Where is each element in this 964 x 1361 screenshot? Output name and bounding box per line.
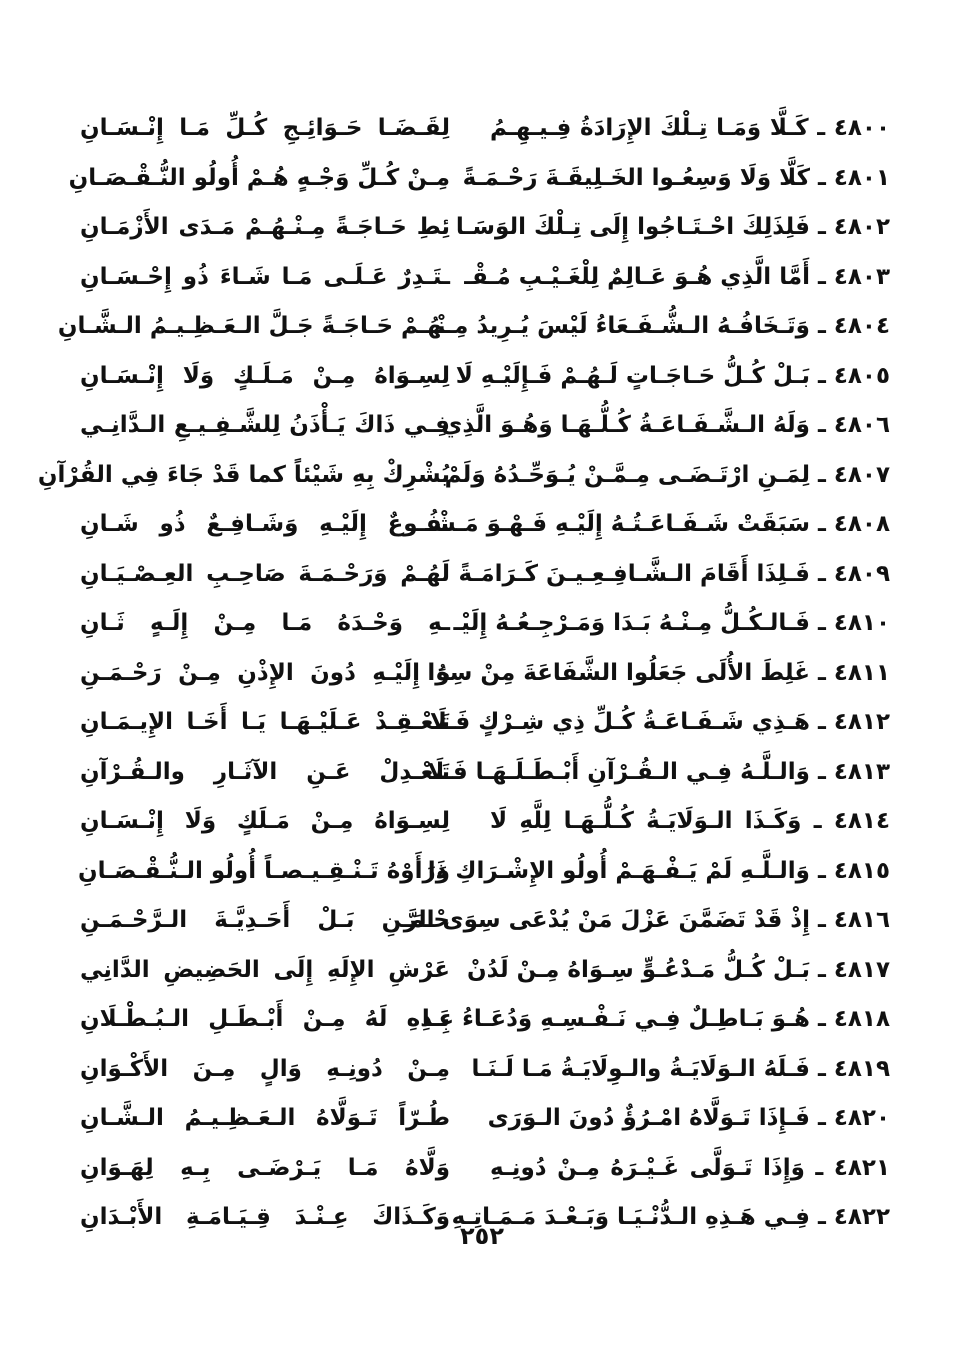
verse-row (80, 1045, 890, 1095)
verse-first-hemistich: ٤٨١١ ـ غَلِطَ الأُلَى جَعَلُوا الشَّفَاعَةَ مِنْ سِوَا (427, 659, 890, 686)
verse-first-hemistich: ٤٨٠١ ـ كَلَّا وَلَا وَسِعُـوا الخَـلِيقَـةَ رَحْـمَـةً (462, 164, 890, 191)
verse-first-hemistich: ٤٨١٢ ـ هَـذِي شَـفَـاعَـةُ كُـلِّ ذِي شِـرْكٍ فَـلَا (429, 709, 890, 736)
verse-first-hemistich: ٤٨٠٢ ـ فَلِذَلِكَ احْـتَـاجُوا إِلَى تِـلْكَ الوَسَـا (455, 214, 890, 241)
verse-first-hemistich: ٤٨٢١ ـ وَإِذَا تَـوَلَّى غَـيْـرَهُ مِـنْ دُونِـهِ (490, 1154, 890, 1181)
verse-second-hemistich: وَلَّاهُ مَـا يَـرْضَـى بِـهِ لِهَـوَانِ (80, 1154, 450, 1181)
verse-second-hemistich: بِـدِهِ لَهُ مِـنْ أَبْـطَـلِ الـبُـطْـلَانِ (80, 1006, 450, 1033)
verse-second-hemistich: يُشْرِكْ بِهِ شَيْئاً كما قَدْ جَاءَ فِي القُرْآنِ (37, 461, 450, 488)
verse-row (57, 302, 890, 352)
verse-row (80, 203, 890, 253)
verse-row (80, 698, 890, 748)
verse-second-hemistich: مِـنْ كُـلِّ وَجْـهٍ هُـمْ أُولُو النُّـقْـصَـانِ (68, 164, 450, 191)
verse-row (80, 253, 890, 303)
verse-first-hemistich: ٤٨٠٣ ـ أَمَّا الَّذِي هُـوَ عَـالِمٌ لِلْغَـيْـبِ مُـقْـ (464, 263, 890, 290)
verse-second-hemistich: عَرْشِ الإِلَهِ إِلَى الحَضِيضِ الدَّانِي (80, 956, 450, 983)
verse-row (80, 500, 890, 550)
verse-second-hemistich: ـهُـمْ حَـاجَـةً جَـلَّ الـعَـظِـيـمُ الـشَّـانِ (57, 313, 450, 340)
verse-second-hemistich: هُ إِلَيْـهِ دُونَ الإِذْنِ مِـنْ رَحْـمَـنِ (80, 659, 450, 686)
verse-second-hemistich: فِـي ذَاكَ يَـأْذَنُ لِلشَّـفِـيـعِ الـدَّانِـي (80, 412, 450, 439)
verse-row (80, 847, 890, 897)
verse-first-hemistich: ٤٨١٧ ـ بَـلْ كُـلُّ مَـدْعُـوٍّ سِـوَاهُ مِـنْ لَدُنْ (467, 956, 890, 983)
verse-row (80, 550, 890, 600)
verse-first-hemistich: ٤٨٠٠ ـ كَـلَّا وَمَـا تِـلْكَ الإِرَادَةُ فِـيـهِـمُ (490, 115, 890, 142)
verse-second-hemistich: لِقَـضَـا حَـوَائِـجِ كُـلِّ مَـا إِنْـسَـانِ (80, 115, 450, 142)
verse-first-hemistich: ٤٨١٦ ـ إِذْ قَدْ تَضَمَّنَ عَزْلَ مَنْ يُدْعَى سِوَى الرَّ (403, 907, 890, 934)
page-number: ٢٥٢ (460, 1222, 504, 1250)
verse-first-hemistich: ٤٨١٤ ـ وَكَـذَا الـوَلَايَـةُ كُـلُّـهَـا لِلَّهِ لَا (490, 808, 890, 835)
verse-first-hemistich: ٤٨٢٠ ـ فَـإِذَا تَـوَلَّاهُ امْـرُؤٌ دُونَ الـوَرَى (487, 1105, 890, 1132)
verse-second-hemistich: حْـمَـنِ بَـلْ أَحَـدِيَّـةَ الـرَّحْـمَـنِ (80, 907, 450, 934)
verse-first-hemistich: ٤٨١٠ ـ فَـالـكُـلُّ مِـنْـهُ بَـدَا وَمَـرْجِـعُـهُ إِلَيْـ (453, 610, 890, 637)
verse-first-hemistich: ٤٨٠٧ ـ لِمَـنِ ارْتَـضَـى مِـمَّـنْ يُـوَحِّـدُهُ وَلَمْ (444, 461, 890, 488)
verse-first-hemistich: ٤٨٠٥ ـ بَـلْ كُـلُّ حَـاجَـاتٍ لَـهُـمْ فَـإِلَيْـهِ لَا (455, 362, 890, 389)
verse-row (80, 1094, 890, 1144)
verse-row (80, 104, 890, 154)
verse-second-hemistich: وَرَأَوْهُ تَـنْـقِـيـصـاً أُولُو الـنُّـقْـصَـانِ (78, 857, 450, 884)
verse-second-hemistich: ـفُـوعٌ إِلَيْـهِ وَشَـافِـعٌ ذُو شَـانِ (80, 511, 450, 538)
verse-first-hemistich: ٤٨١٥ ـ وَالـلَّـهِ لَمْ يَـفْـهَـمْ أُولُو الإِشْـرَاكِ ذَا (427, 857, 890, 884)
verse-row (80, 946, 890, 996)
verse-row (37, 451, 890, 501)
verse-second-hemistich: وَكَـذَاكَ عِـنْـدَ قِـيَـامَـةِ الأَبْـدَانِ (80, 1204, 450, 1231)
poem-verses (37, 104, 890, 1243)
verse-row (80, 797, 890, 847)
verse-row (80, 599, 890, 649)
verse-first-hemistich: ٤٨٠٦ ـ وَلَهُ الـشَّـفَـاعَـةُ كُـلُّـهَـا وَهُـوَ الَّذِي (441, 412, 890, 439)
verse-first-hemistich: ٤٨١٣ ـ وَالـلَّـهُ فِـي الـقُـرْآنِ أَبْـطَـلَـهَـا فَـلَا (427, 758, 890, 785)
verse-second-hemistich: ئِطِ حَـاجَـةً مِـنْـهُـمْ مَـدَى الأَزْمَـانِ (80, 214, 450, 241)
verse-second-hemistich: لِسِـوَاهُ مِـنْ مَـلَـكٍ وَلَا إِنْـسَـانِ (80, 362, 450, 389)
verse-row (80, 649, 890, 699)
verse-second-hemistich: مِـنْ دُونِـهِ وَالٍ مِـنَ الأَكْـوَانِ (80, 1055, 450, 1082)
verse-second-hemistich: ـهِ وَحْـدَهُ مَـا مِـنْ إِلَـهٍ ثَـانِ (80, 610, 450, 637)
verse-first-hemistich: ٤٨١٨ ـ هُـوَ بَـاطِـلٌ فِـي نَـفْـسِـهِ وَدُعَـاءُ عَـا (421, 1006, 890, 1033)
verse-second-hemistich: لِسِـوَاهُ مِـنْ مَـلَكٍ وَلَا إِنْـسَـانِ (80, 808, 450, 835)
verse-first-hemistich: ٤٨١٩ ـ فَـلَهُ الـوَلَايَـةُ والـوِلَايَـةُ مَـا لَـنَـا (471, 1055, 890, 1082)
verse-second-hemistich: تَـعْـدِلْ عَـنِ الآثَـارِ والـقُـرْآنِ (80, 758, 450, 785)
verse-second-hemistich: طُـرّاً تَـوَلَّاهُ الـعَـظِـيـمُ الـشَّـانِ (80, 1105, 450, 1132)
verse-second-hemistich: ـتَـدِرٌ عَـلَـى مَـا شَـاءَ ذُو إِحْـسَـانِ (80, 263, 450, 290)
verse-row (68, 154, 890, 204)
verse-row (80, 896, 890, 946)
verse-second-hemistich: لَهُـمْ وَرَحْـمَـةَ صَاحِـبِ العِـصْـيَـانِ (80, 560, 450, 587)
verse-row (80, 352, 890, 402)
verse-row (80, 401, 890, 451)
verse-second-hemistich: تَـعْـقِـدْ عَـلَيْـهَـا يَـا أَخَـا الإِيـمَـانِ (80, 709, 450, 736)
verse-first-hemistich: ٤٨٢٢ ـ فِـي هَـذِهِ الـدُّنْـيَـا وَبَـعْـدَ مَـمَـاتِـهِ (451, 1204, 890, 1231)
verse-first-hemistich: ٤٨٠٩ ـ فَـلِذَا أَقَامَ الـشَّـافِـعِـيـنَ كَـرَامَـةً (458, 560, 890, 587)
verse-row (80, 1144, 890, 1194)
verse-first-hemistich: ٤٨٠٨ ـ سَبَقَتْ شَـفَـاعَـتُـهُ إِلَيْـهِ فَـهْـوَ مَـشْـ (425, 511, 890, 538)
verse-row (80, 748, 890, 798)
verse-row (80, 995, 890, 1045)
verse-first-hemistich: ٤٨٠٤ ـ وَتَـخَافُـهُ الـشُّـفَـعَاءُ لَيْسَ يُـرِيدُ مِـنْـ (429, 313, 890, 340)
